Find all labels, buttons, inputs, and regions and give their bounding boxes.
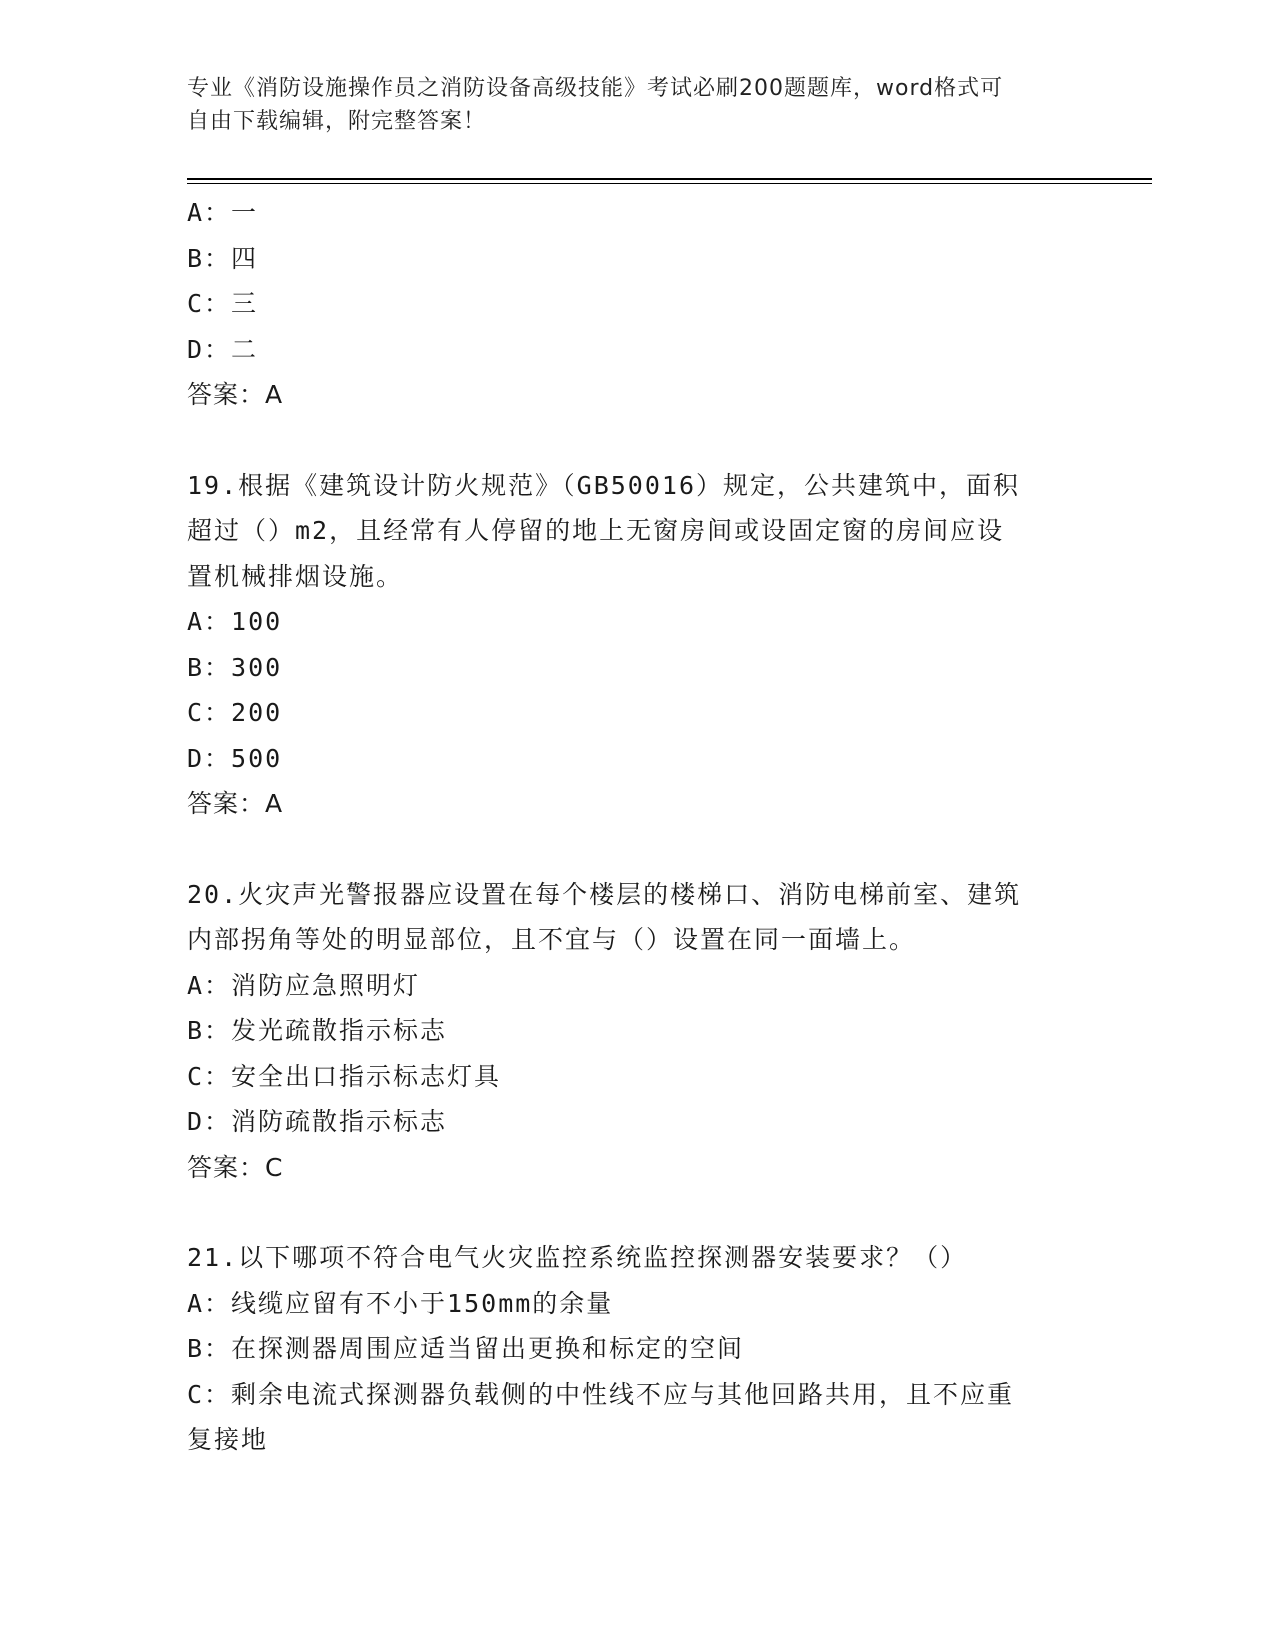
- spacer: [187, 1190, 1087, 1235]
- answer-line: 答案：C: [187, 1152, 284, 1182]
- question-text-line: 内部拐角等处的明显部位，且不宜与（）设置在同一面墙上。: [187, 925, 917, 954]
- document-header: [187, 72, 1067, 138]
- question-21: [187, 1235, 1087, 1463]
- option-a: A：线缆应留有不小于150mm的余量: [187, 1288, 614, 1318]
- spacer: [187, 418, 1087, 463]
- question-19: [187, 463, 1087, 827]
- question-text-line: 21.以下哪项不符合电气火灾监控系统监控探测器安装要求？（）: [187, 1243, 968, 1272]
- header-title-line-1: 专业《消防设施操作员之消防设备高级技能》考试必刷200题题库，word格式可: [187, 76, 1004, 101]
- question-body: [187, 190, 1087, 1463]
- question-text-line: 超过（）m2，且经常有人停留的地上无窗房间或设固定窗的房间应设: [187, 516, 1005, 545]
- option-a: A：消防应急照明灯: [187, 970, 421, 1000]
- option-b: B：300: [187, 652, 283, 682]
- option-d: D：二: [187, 334, 259, 364]
- option-c: C：剩余电流式探测器负载侧的中性线不应与其他回路共用，且不应重: [187, 1379, 1015, 1409]
- option-b: B：发光疏散指示标志: [187, 1016, 448, 1045]
- option-b: B：四: [187, 243, 259, 273]
- option-b: B：在探测器周围应适当留出更换和标定的空间: [187, 1334, 745, 1363]
- option-c-continued: 复接地: [187, 1425, 269, 1454]
- question-20: [187, 872, 1087, 1191]
- option-a: A：一: [187, 198, 259, 227]
- header-rule-thin: [187, 183, 1152, 184]
- answer-line: 答案：A: [187, 380, 284, 409]
- option-c: C：200: [187, 698, 283, 727]
- question-text-line: 19.根据《建筑设计防火规范》（GB50016）规定，公共建筑中，面积: [187, 470, 1021, 500]
- option-a: A：100: [187, 607, 283, 636]
- header-title-line-2: 自由下载编辑，附完整答案！: [187, 109, 487, 134]
- spacer: [187, 827, 1087, 872]
- header-rule-thick: [187, 178, 1152, 180]
- answer-line: 答案：A: [187, 789, 284, 818]
- question-18-options: [187, 190, 1087, 418]
- option-d: D：消防疏散指示标志: [187, 1107, 448, 1136]
- question-text-line: 置机械排烟设施。: [187, 561, 404, 591]
- option-c: C：三: [187, 289, 259, 318]
- option-d: D：500: [187, 743, 283, 773]
- question-text-line: 20.火灾声光警报器应设置在每个楼层的楼梯口、消防电梯前室、建筑: [187, 879, 1022, 909]
- option-c: C：安全出口指示标志灯具: [187, 1061, 502, 1091]
